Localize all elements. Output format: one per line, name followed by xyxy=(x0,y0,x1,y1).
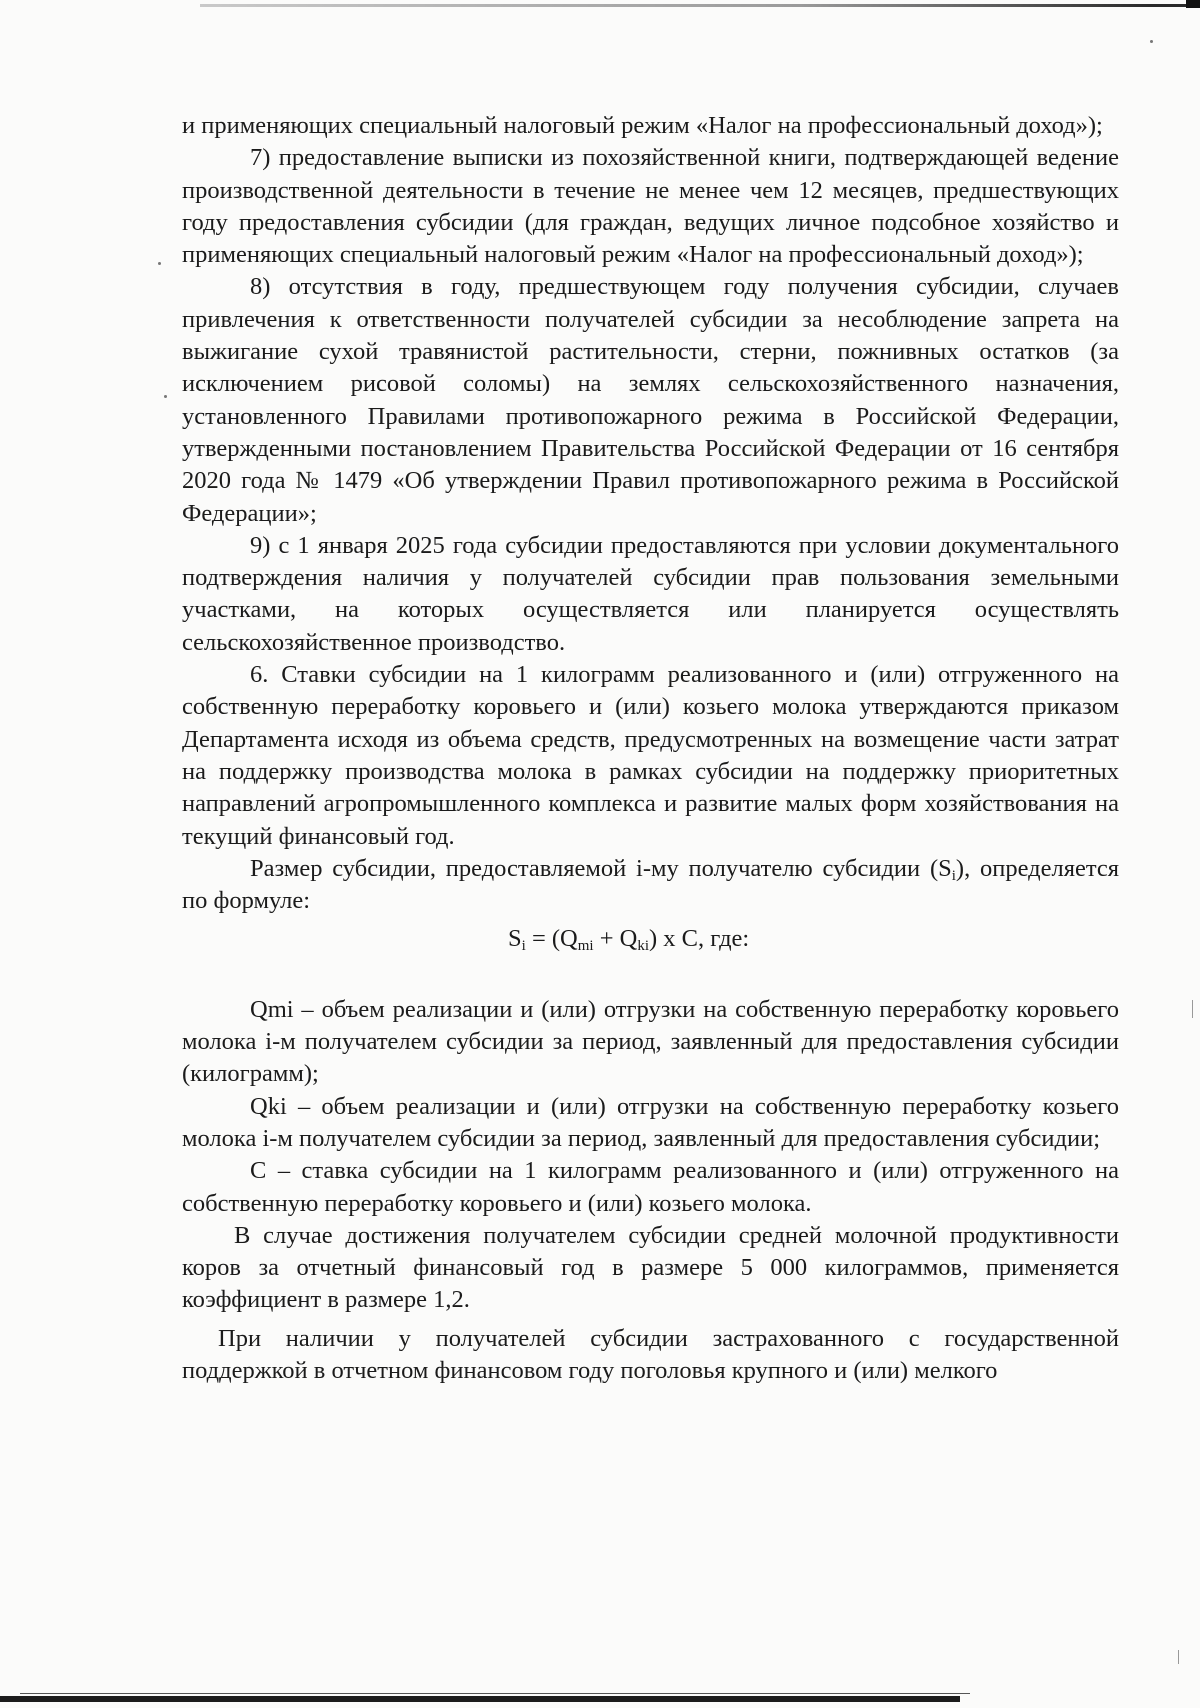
paragraph-coefficient: В случае достижения получателем субсидии средней молочной продуктивности коров за отчетный финансовый год в размере 5 000 килограммов, применяется коэффициент в размере 1,2. xyxy=(182,1221,1119,1314)
scan-border-top xyxy=(200,4,1200,7)
paragraph-item-8: 8) отсутствия в году, предшествующем году получения субсидии, случаев привлечения к ответственности получателей субсидии за несоблюдение запрета на выжигание сухой травянистой растительности, стерни, пожнивных остатков (за исключением рисовой соломы) на землях сельскохозяйственного назначения, установленного Правилами противопожарного режима в Российской Федерации, утвержденными постановлением Правительства Российской Федерации от 16 сентября 2020 года № 1479 «Об утверждении Правил противопожарного режима в Российской Федерации»; xyxy=(182,273,1119,527)
scan-border-bottom xyxy=(0,1696,960,1702)
paragraph-continuation: и применяющих специальный налоговый режим «Налог на профессиональный доход»); xyxy=(182,112,1103,139)
scan-speck xyxy=(164,395,167,398)
paragraph-insurance: При наличии у получателей субсидии застрахованного с государственной поддержкой в отчетном финансовом году поголовья крупного и (или) мелкого xyxy=(182,1324,1119,1384)
scan-speck xyxy=(1150,40,1153,43)
scan-edge-mark xyxy=(1192,1000,1193,1018)
scan-border-bottom-thin xyxy=(20,1693,970,1694)
document-body xyxy=(182,110,1119,1387)
paragraph-item-9: 9) с 1 января 2025 года субсидии предоставляются при условии документального подтверждения наличия у получателей субсидии прав пользования земельными участками, на которых осуществляется или планируется осуществлять сельскохозяйственное производство. xyxy=(182,531,1119,656)
scan-edge-mark xyxy=(1178,1650,1179,1664)
scan-corner-mark xyxy=(1186,0,1200,8)
paragraph-item-7: 7) предоставление выписки из похозяйственной книги, подтверждающей ведение производственной деятельности в течение не менее чем 12 месяцев, предшествующих году предоставления субсидии (для граждан, ведущих личное подсобное хозяйство и применяющих специальный налоговый режим «Налог на профессиональный доход»); xyxy=(182,144,1119,269)
paragraph-size-intro: Размер субсидии, предоставляемой i-му получателю субсидии $(S_i)$, определяется по формуле: xyxy=(182,854,1120,915)
definition-qki: Qki – объем реализации и (или) отгрузки на собственную переработку козьего молока i-м получателем субсидии за период, заявленный для предоставления субсидии; xyxy=(182,1092,1119,1152)
subsidy-formula: $S_i = (Q_{mi} + Q_{ki})$ x C, где: xyxy=(508,925,750,955)
scan-speck xyxy=(158,262,161,265)
definition-c: C – ставка субсидии на 1 килограмм реализованного и (или) отгруженного на собственную переработку коровьего и (или) козьего молока. xyxy=(182,1157,1119,1217)
definition-qmi: Qmi – объем реализации и (или) отгрузки на собственную переработку коровьего молока i-м получателем субсидии за период, заявленный для предоставления субсидии (килограмм); xyxy=(182,995,1119,1088)
paragraph-section-6: 6. Ставки субсидии на 1 килограмм реализованного и (или) отгруженного на собственную переработку коровьего и (или) козьего молока утверждаются приказом Департамента исходя из объема средств, предусмотренных на возмещение части затрат на поддержку производства молока в рамках субсидии на поддержку приоритетных направлений агропромышленного комплекса и развитие малых форм хозяйствования на текущий финансовый год. xyxy=(182,661,1119,850)
